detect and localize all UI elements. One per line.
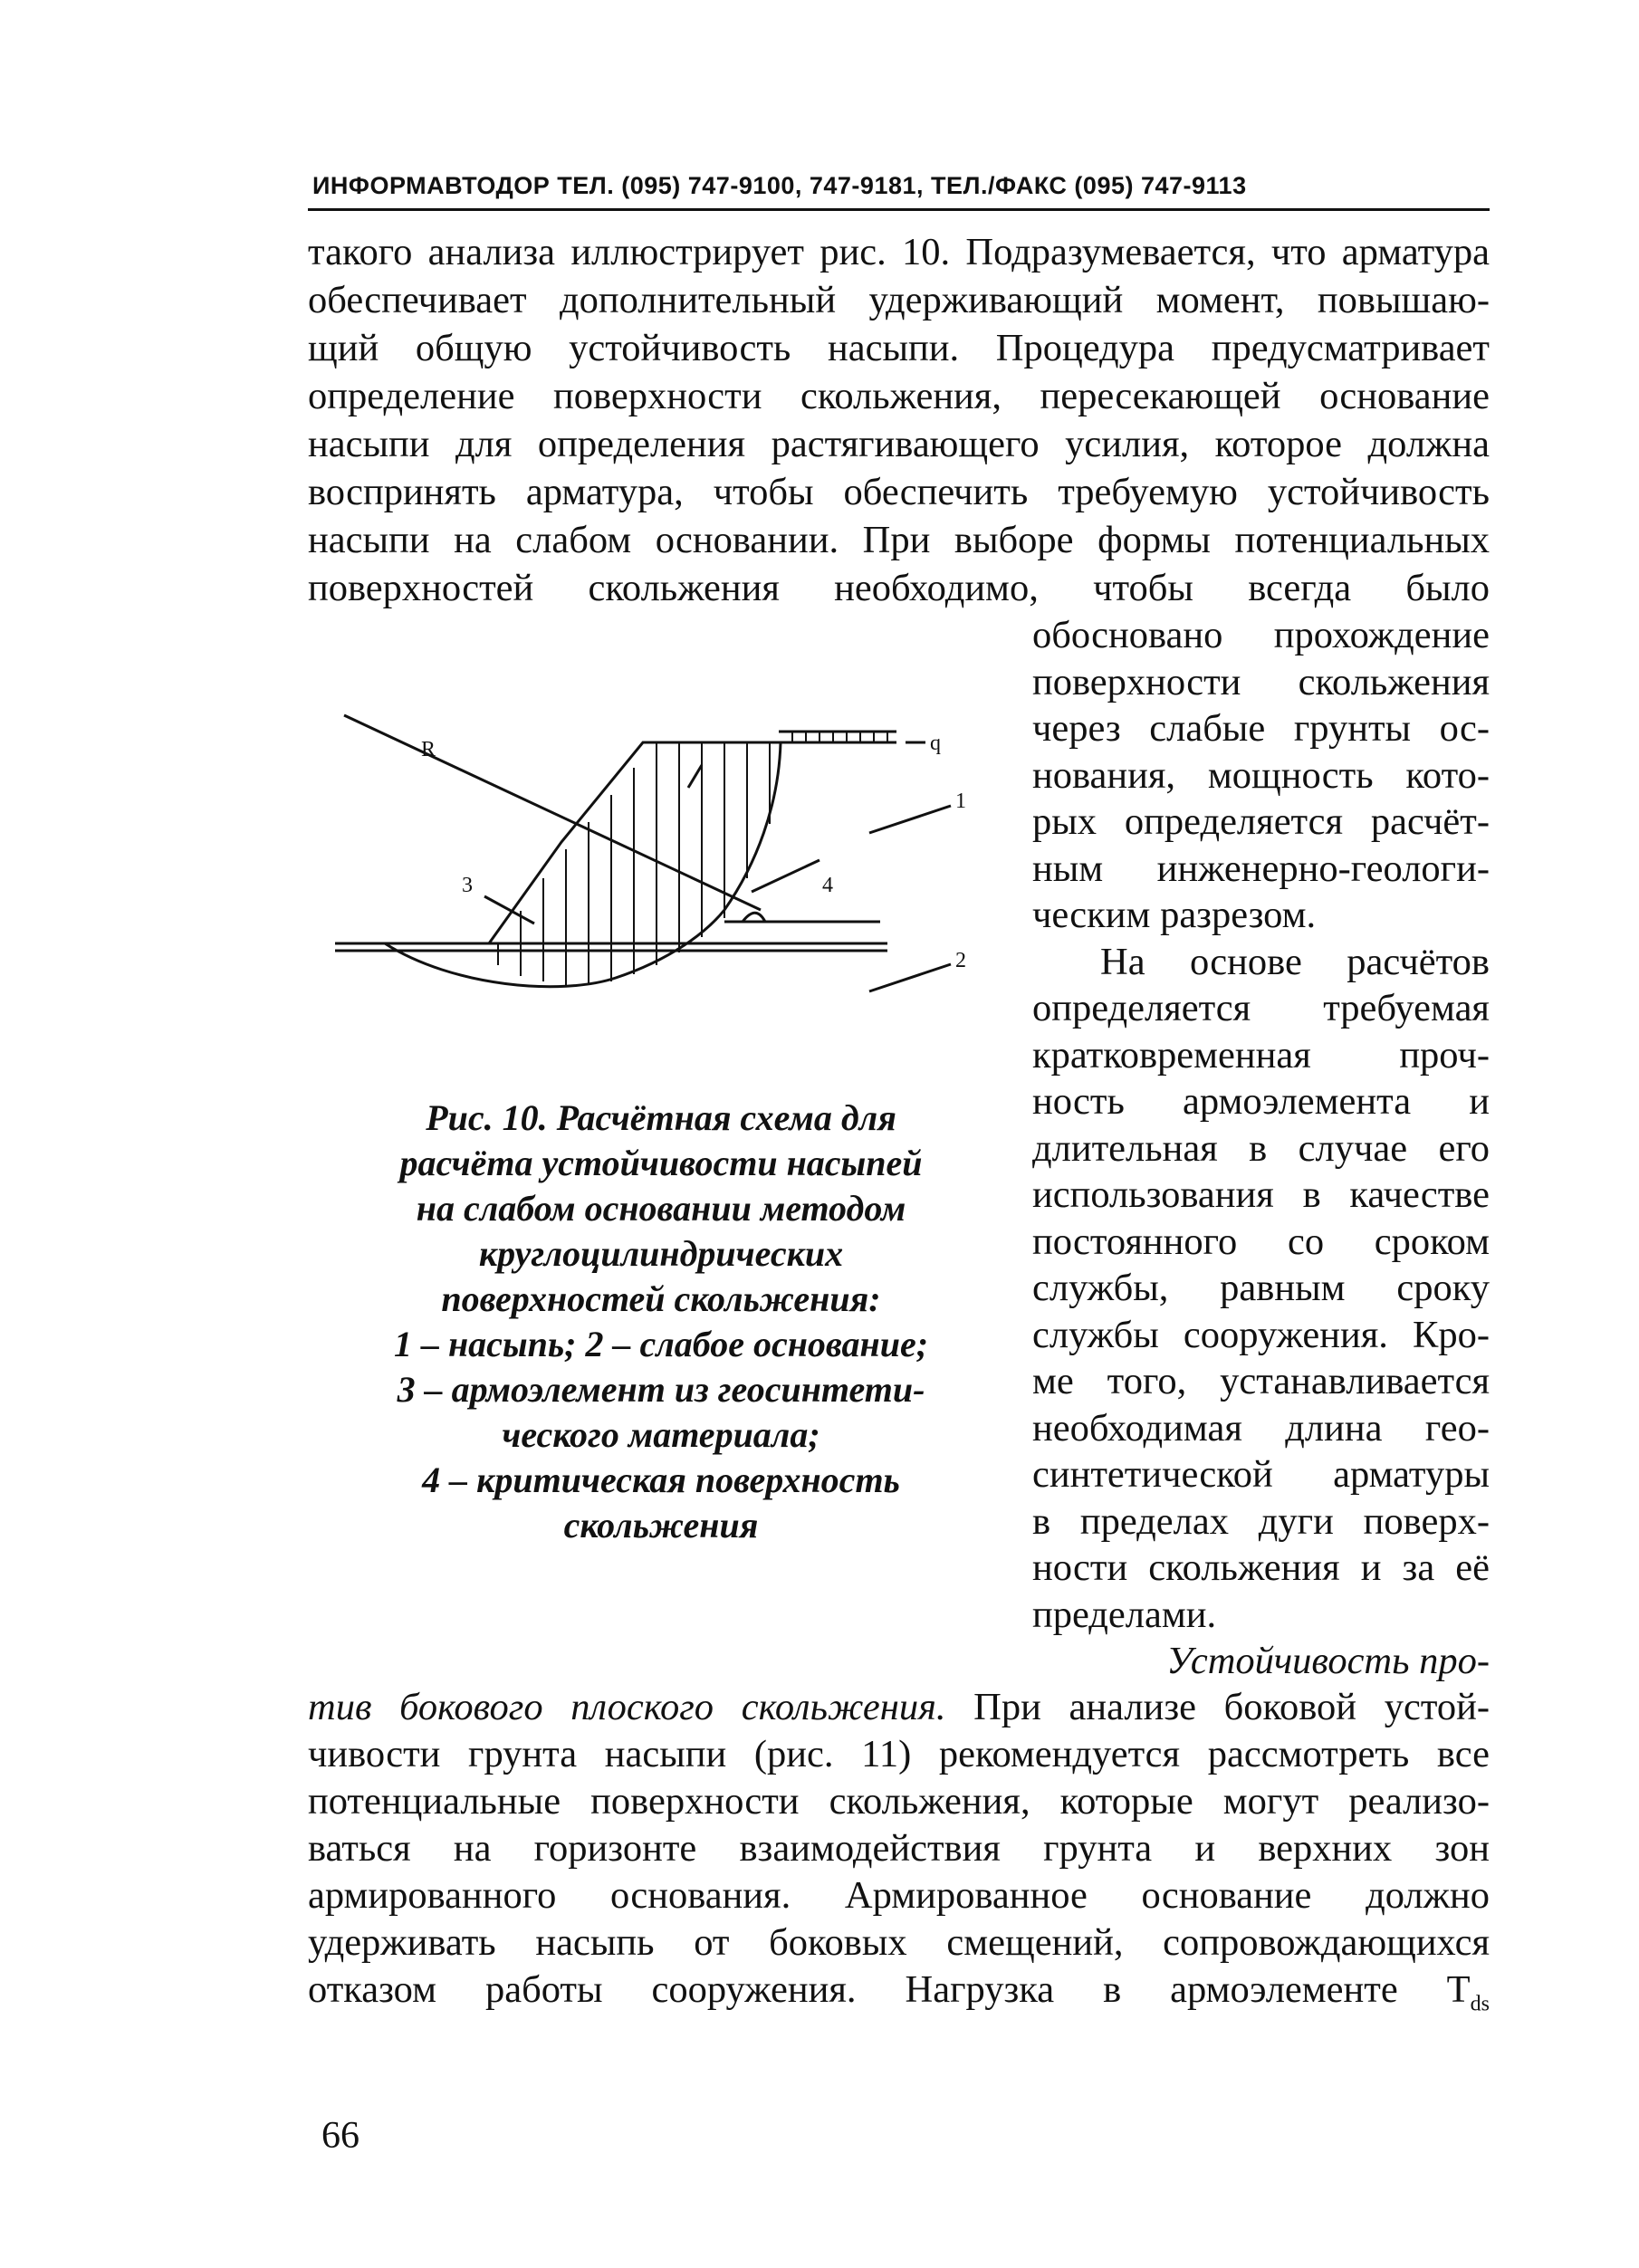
text-line: ме того, устанавливается	[1032, 1360, 1490, 1402]
text-line: На основе расчётов	[1100, 940, 1490, 983]
text-line: такого анализа иллюстрирует рис. 10. Подразумевается, что арматура	[308, 231, 1490, 273]
text-line: ным инженерно-геологи-	[1032, 847, 1490, 890]
text-fragment: При анализе боковой устой-	[945, 1686, 1490, 1728]
text-line: в пределах дуги поверх-	[1032, 1499, 1490, 1543]
text-line: определение поверхности скольжения, пересекающей основание	[308, 375, 1490, 417]
resultant-line	[344, 715, 761, 910]
slip-arc-base	[385, 910, 724, 987]
text-line: поверхности скольжения	[1032, 660, 1490, 703]
text-line: нования, мощность кото-	[1032, 753, 1490, 797]
figure-10-diagram	[326, 706, 1014, 1014]
text-line: ваться на горизонте взаимодействия грунта и верхних зон	[308, 1827, 1490, 1870]
text-line: удерживать насыпь от боковых смещений, сопровождающихся	[308, 1921, 1490, 1964]
caption-line: скольжения	[563, 1505, 759, 1545]
header-rule	[308, 208, 1490, 211]
figure-caption	[317, 1096, 1005, 1548]
text-line: постоянного со сроком	[1032, 1220, 1490, 1263]
caption-line: расчёта устойчивости насыпей	[399, 1143, 923, 1183]
text-line: ность армоэлемента и	[1032, 1080, 1490, 1123]
text-line: воспринять арматура, чтобы обеспечить требуемую устойчивость	[308, 471, 1490, 513]
label-2: 2	[955, 949, 966, 972]
label-R: R	[421, 738, 436, 761]
text-fragment: отказом работы сооружения. Нагрузка в армоэлементе T	[308, 1968, 1471, 2011]
caption-line: 4 – критическая поверхность	[422, 1459, 900, 1500]
text-line	[308, 1684, 1490, 1731]
bottom-paragraph	[308, 1684, 1490, 2028]
caption-line: 3 – армоэлемент из геосинтети-	[397, 1369, 925, 1410]
label-4: 4	[822, 874, 833, 897]
text-line: насыпи на слабом основании. При выборе формы потенциальных	[308, 519, 1490, 561]
page-number: 66	[321, 2115, 359, 2157]
text-line: через слабые грунты ос-	[1032, 707, 1490, 750]
text-line: ческим разрезом.	[1032, 894, 1317, 936]
text-line: необходимая длина гео-	[1032, 1406, 1490, 1450]
text-line: использования в качестве	[1032, 1173, 1490, 1216]
label-3: 3	[462, 874, 473, 897]
right-column-text	[1032, 612, 1490, 1685]
top-paragraph	[308, 228, 1490, 612]
text-line: синтетической арматуры	[1032, 1453, 1490, 1496]
pointer-4	[752, 860, 820, 892]
section-title-end: тив бокового плоского скольжения.	[308, 1686, 946, 1728]
pointer-1	[869, 806, 951, 833]
text-line: службы, равным сроку	[1032, 1267, 1490, 1309]
slip-arc-upper	[724, 742, 781, 910]
running-header	[312, 172, 1490, 200]
caption-line: 1 – насыпь; 2 – слабое основание;	[393, 1324, 929, 1364]
text-line: длительная в случае его	[1032, 1126, 1490, 1170]
caption-line: на слабом основании методом	[416, 1188, 906, 1229]
text-line: пределами.	[1032, 1593, 1217, 1636]
header-contacts: ТЕЛ. (095) 747-9100, 747-9181, ТЕЛ./ФАКС (095) 747-9113	[557, 172, 1247, 199]
text-line: обосновано прохождение	[1032, 614, 1490, 656]
section-title-start: Устойчивость про-	[1166, 1640, 1490, 1682]
text-line: кратковременная проч-	[1032, 1033, 1490, 1077]
text-line: рых определяется расчёт-	[1032, 800, 1490, 843]
text-line: армированного основания. Армированное основание должно	[308, 1874, 1490, 1917]
text-line: чивости грунта насыпи (рис. 11) рекомендуется рассмотреть все	[308, 1733, 1490, 1775]
pointer-3	[484, 896, 534, 923]
caption-line: Рис. 10. Расчётная схема для	[426, 1097, 896, 1138]
subscript: ds	[1470, 1992, 1490, 2016]
text-line: поверхностей скольжения необходимо, чтобы всегда было	[308, 567, 1490, 609]
caption-line: круглоцилиндрических	[478, 1233, 844, 1274]
text-line	[308, 1967, 1490, 2028]
R-arrow-head	[688, 765, 702, 788]
text-line: ности скольжения и за её	[1032, 1546, 1490, 1589]
caption-line: ческого материала;	[502, 1414, 820, 1455]
text-line: обеспечивает дополнительный удерживающий момент, повышаю-	[308, 279, 1490, 321]
text-line: службы сооружения. Кро-	[1032, 1313, 1490, 1356]
pointer-2	[869, 964, 951, 991]
text-line: определяется требуемая	[1032, 987, 1490, 1029]
label-1: 1	[955, 789, 966, 813]
caption-line: поверхностей скольжения:	[441, 1278, 881, 1319]
text-line: щий общую устойчивость насыпи. Процедура предусматривает	[308, 327, 1490, 369]
text-line: потенциальные поверхности скольжения, которые могут реализо-	[308, 1780, 1490, 1823]
header-org: ИНФОРМАВТОДОР	[312, 172, 551, 199]
text-line: насыпи для определения растягивающего усилия, которое должна	[308, 423, 1490, 465]
label-q: q	[930, 732, 941, 755]
